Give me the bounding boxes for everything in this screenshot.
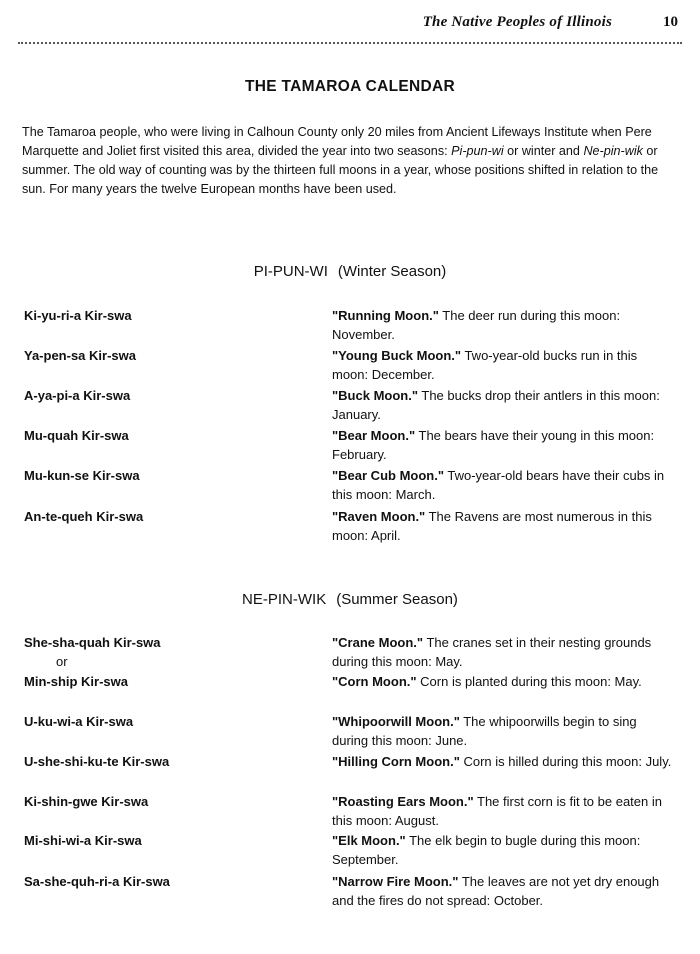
- moon-description: [332, 306, 672, 344]
- moon-english-name: "Bear Cub Moon.": [332, 468, 444, 483]
- moon-description-text: Two-year-old bucks run in this moon: December.: [332, 348, 638, 382]
- summer-season-name: NE-PIN-WIK: [242, 591, 327, 608]
- moon-description: [332, 752, 672, 771]
- winter-season-subtitle: (Winter Season): [337, 263, 447, 280]
- moon-english-name: "Corn Moon.": [332, 674, 417, 689]
- moon-description: [332, 792, 672, 830]
- tamaroa-moon-name: Mi-shi-wi-a Kir-swa: [24, 833, 142, 848]
- or-connector: or: [56, 654, 68, 669]
- document-title: THE TAMAROA CALENDAR: [244, 78, 456, 95]
- summer-season-heading: [0, 591, 700, 608]
- moon-english-name: "Crane Moon.": [332, 635, 424, 650]
- moon-english-name: "Elk Moon.": [332, 833, 406, 848]
- moon-description: [332, 872, 672, 910]
- header-divider: [18, 42, 682, 44]
- summer-season-subtitle: (Summer Season): [336, 591, 458, 608]
- moon-description-text: Corn is planted during this moon: May.: [416, 674, 642, 689]
- tamaroa-moon-name: U-ku-wi-a Kir-swa: [24, 714, 134, 729]
- tamaroa-moon-name: Ki-shin-gwe Kir-swa: [24, 794, 149, 809]
- moon-description-text: The first corn is fit to be eaten in this moon: August.: [332, 794, 662, 828]
- winter-season-heading: [0, 263, 700, 280]
- intro-term-winter: Pi-pun-wi: [451, 144, 504, 158]
- tamaroa-moon-name: Mu-quah Kir-swa: [24, 428, 129, 443]
- tamaroa-moon-name: An-te-queh Kir-swa: [24, 509, 144, 524]
- moon-description: [332, 507, 672, 545]
- moon-english-name: "Narrow Fire Moon.": [332, 874, 459, 889]
- page-number: 10: [663, 14, 678, 30]
- moon-english-name: "Hilling Corn Moon.": [332, 754, 460, 769]
- tamaroa-moon-name: U-she-shi-ku-te Kir-swa: [24, 754, 170, 769]
- moon-description-text: The deer run during this moon: November.: [332, 308, 621, 342]
- intro-text-2: or winter and: [503, 144, 584, 158]
- intro-paragraph: [22, 123, 672, 199]
- moon-description-text: Corn is hilled during this moon: July.: [459, 754, 672, 769]
- moon-description: [332, 712, 672, 750]
- tamaroa-moon-name: Sa-she-quh-ri-a Kir-swa: [24, 874, 170, 889]
- moon-english-name: "Raven Moon.": [332, 509, 426, 524]
- moon-description: [332, 831, 672, 869]
- tamaroa-moon-name: A-ya-pi-a Kir-swa: [24, 388, 131, 403]
- winter-season-name: PI-PUN-WI: [253, 263, 328, 280]
- moon-description-text: The bears have their young in this moon: February.: [332, 428, 655, 462]
- moon-description-text: The bucks drop their antlers in this moon: January.: [332, 388, 660, 422]
- moon-english-name: "Buck Moon.": [332, 388, 418, 403]
- tamaroa-moon-name-text: She-sha-quah Kir-swa: [24, 635, 161, 650]
- moon-description: [332, 672, 672, 691]
- tamaroa-moon-name: [24, 633, 304, 671]
- moon-description-text: The leaves are not yet dry enough and the fires do not spread: October.: [332, 874, 660, 908]
- moon-description-text: The elk begin to bugle during this moon: September.: [332, 833, 641, 867]
- moon-description-text: The whipoorwills begin to sing during this moon: June.: [332, 714, 637, 748]
- tamaroa-moon-name: Ya-pen-sa Kir-swa: [24, 348, 136, 363]
- page-header: [18, 8, 682, 46]
- moon-description-text: Two-year-old bears have their cubs in this moon: March.: [332, 468, 665, 502]
- moon-english-name: "Whipoorwill Moon.": [332, 714, 460, 729]
- intro-text-3: or summer. The old way of counting was by the thirteen full moons in a year, whose positions shifted in relation to the sun. For many years the twelve European months have been used.: [22, 144, 659, 196]
- intro-text-1: The Tamaroa people, who were living in Calhoun County only 20 miles from Ancient Lifeways Institute when Pere Marquette and Joliet first visited this area, divided the year into two seasons:: [22, 125, 652, 158]
- moon-english-name: "Young Buck Moon.": [332, 348, 462, 363]
- moon-english-name: "Running Moon.": [332, 308, 439, 323]
- tamaroa-moon-name: Min-ship Kir-swa: [24, 674, 129, 689]
- moon-english-name: "Roasting Ears Moon.": [332, 794, 474, 809]
- moon-description-text: The cranes set in their nesting grounds during this moon: May.: [332, 635, 652, 669]
- tamaroa-moon-name: Mu-kun-se Kir-swa: [24, 468, 140, 483]
- tamaroa-moon-name: Ki-yu-ri-a Kir-swa: [24, 308, 132, 323]
- moon-description: [332, 633, 672, 671]
- moon-description: [332, 466, 672, 504]
- moon-description: [332, 426, 672, 464]
- moon-description-text: The Ravens are most numerous in this moon: April.: [332, 509, 652, 543]
- moon-description: [332, 346, 672, 384]
- intro-term-summer: Ne-pin-wik: [583, 144, 643, 158]
- running-header-title: The Native Peoples of Illinois: [422, 14, 612, 30]
- moon-english-name: "Bear Moon.": [332, 428, 416, 443]
- moon-description: [332, 386, 672, 424]
